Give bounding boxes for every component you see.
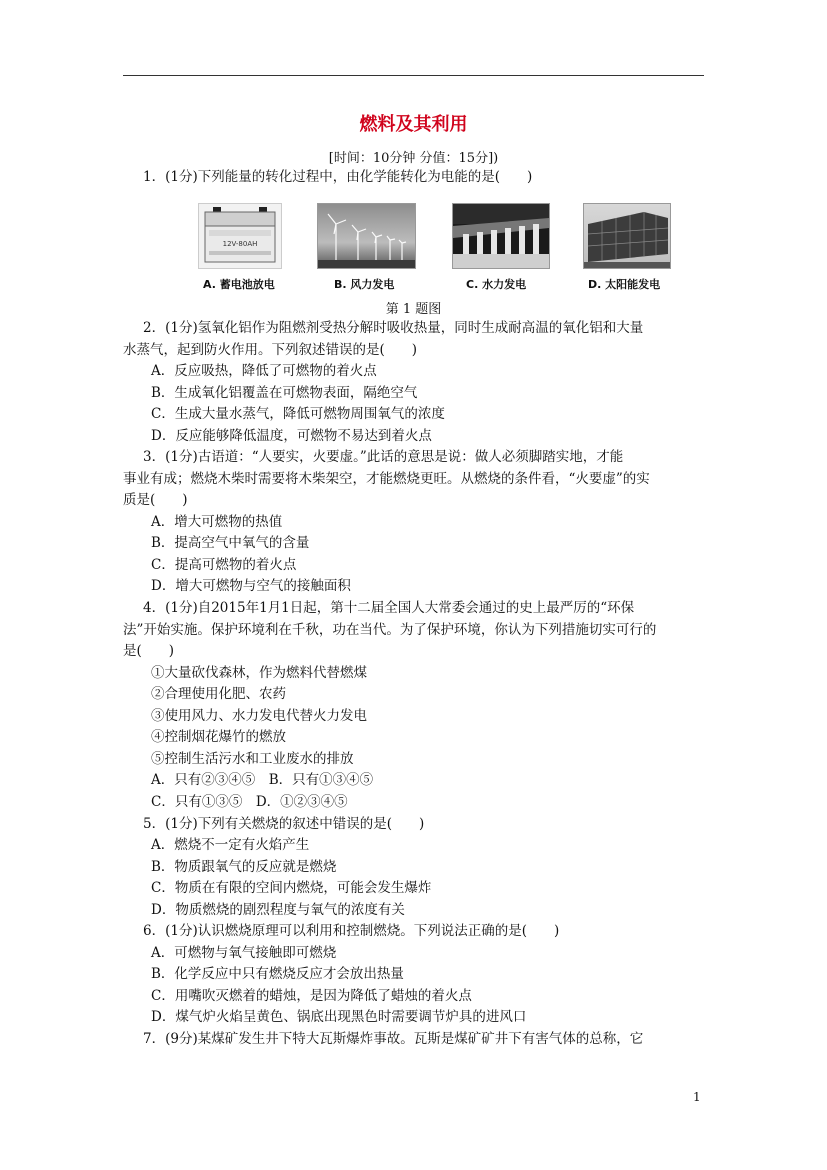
question-4-item-1: ①大量砍伐森林，作为燃料代替燃煤 xyxy=(151,665,367,681)
question-5-option-a: A．燃烧不一定有火焰产生 xyxy=(151,837,310,853)
question-6-option-b: B．化学反应中只有燃烧反应才会放出热量 xyxy=(151,966,404,982)
figure-caption: 第 1 题图 xyxy=(385,302,442,317)
question-6-text: 6．(1分)认识燃烧原理可以利用和控制燃烧。下列说法正确的是( ) xyxy=(143,923,560,939)
figure-caption-a: A. 蓄电池放电 xyxy=(203,278,275,291)
question-2-option-b: B．生成氧化铝覆盖在可燃物表面，隔绝空气 xyxy=(151,385,418,401)
document-title: 燃料及其利用 xyxy=(359,114,468,135)
question-6-option-d: D．煤气炉火焰呈黄色、锅底出现黑色时需要调节炉具的进风口 xyxy=(151,1009,527,1025)
question-2-option-a: A．反应吸热，降低了可燃物的着火点 xyxy=(151,363,377,379)
question-4-item-3: ③使用风力、水力发电代替火力发电 xyxy=(151,708,367,724)
question-4-item-5: ⑤控制生活污水和工业废水的排放 xyxy=(151,751,354,767)
question-4-options-cd: C．只有①③⑤ D．①②③④⑤ xyxy=(151,794,348,810)
question-3-option-b: B．提高空气中氧气的含量 xyxy=(151,535,310,551)
question-4-text-cont-2: 是( ) xyxy=(123,643,175,659)
question-4-options-ab: A．只有②③④⑤ B．只有①③④⑤ xyxy=(151,772,374,788)
question-2-text: 2．(1分)氢氧化铝作为阻燃剂受热分解时吸收热量，同时生成耐高温的氧化铝和大量 xyxy=(143,320,644,336)
wind-turbine-photo xyxy=(317,203,416,269)
question-7-text: 7．(9分)某煤矿发生井下特大瓦斯爆炸事故。瓦斯是煤矿矿井下有害气体的总称，它 xyxy=(143,1031,644,1047)
question-3-option-a: A．增大可燃物的热值 xyxy=(151,514,283,530)
question-5-option-c: C．物质在有限的空间内燃烧，可能会发生爆炸 xyxy=(151,880,432,896)
page-number: 1 xyxy=(693,1090,701,1104)
header-rule xyxy=(123,75,704,76)
question-3-option-c: C．提高可燃物的着火点 xyxy=(151,557,297,573)
question-5-text: 5．(1分)下列有关燃烧的叙述中错误的是( ) xyxy=(143,816,425,832)
battery-label: 12V-80AH xyxy=(222,240,258,248)
solar-panel-photo xyxy=(583,203,671,269)
question-2-option-d: D．反应能够降低温度，可燃物不易达到着火点 xyxy=(151,428,432,444)
question-6-option-a: A．可燃物与氧气接触即可燃烧 xyxy=(151,945,337,961)
question-5-option-b: B．物质跟氧气的反应就是燃烧 xyxy=(151,859,337,875)
figure-caption-c: C. 水力发电 xyxy=(466,278,527,291)
question-2-option-c: C．生成大量水蒸气，降低可燃物周围氧气的浓度 xyxy=(151,406,445,422)
question-3-text-cont-1: 事业有成；燃烧木柴时需要将木柴架空，才能燃烧更旺。从燃烧的条件看，“火要虚”的实 xyxy=(123,471,650,487)
question-5-option-d: D．物质燃烧的剧烈程度与氧气的浓度有关 xyxy=(151,902,405,918)
question-3-text: 3．(1分)古语道：“人要实，火要虚。”此话的意思是说：做人必须脚踏实地，才能 xyxy=(143,449,624,465)
time-score-info: [时间：10分钟 分值：15分]) xyxy=(328,151,499,166)
question-3-option-d: D．增大可燃物与空气的接触面积 xyxy=(151,578,351,594)
question-2-text-cont: 水蒸气，起到防火作用。下列叙述错误的是( ) xyxy=(123,342,418,358)
question-1-text: 1．(1分)下列能量的转化过程中，由化学能转化为电能的是( ) xyxy=(143,169,533,185)
battery-photo xyxy=(198,203,282,269)
question-4-text: 4．(1分)自2015年1月1日起，第十二届全国人大常委会通过的史上最严厉的“环保 xyxy=(143,600,635,616)
figure-caption-b: B. 风力发电 xyxy=(334,278,395,291)
question-4-text-cont-1: 法”开始实施。保护环境利在千秋，功在当代。为了保护环境，你认为下列措施切实可行的 xyxy=(123,622,657,638)
figure-caption-d: D. 太阳能发电 xyxy=(588,278,661,291)
question-3-text-cont-2: 质是( ) xyxy=(123,492,188,508)
question-6-option-c: C．用嘴吹灭燃着的蜡烛，是因为降低了蜡烛的着火点 xyxy=(151,988,472,1004)
question-4-item-4: ④控制烟花爆竹的燃放 xyxy=(151,729,286,745)
hydropower-dam-photo xyxy=(452,203,550,269)
question-4-item-2: ②合理使用化肥、农药 xyxy=(151,686,286,702)
